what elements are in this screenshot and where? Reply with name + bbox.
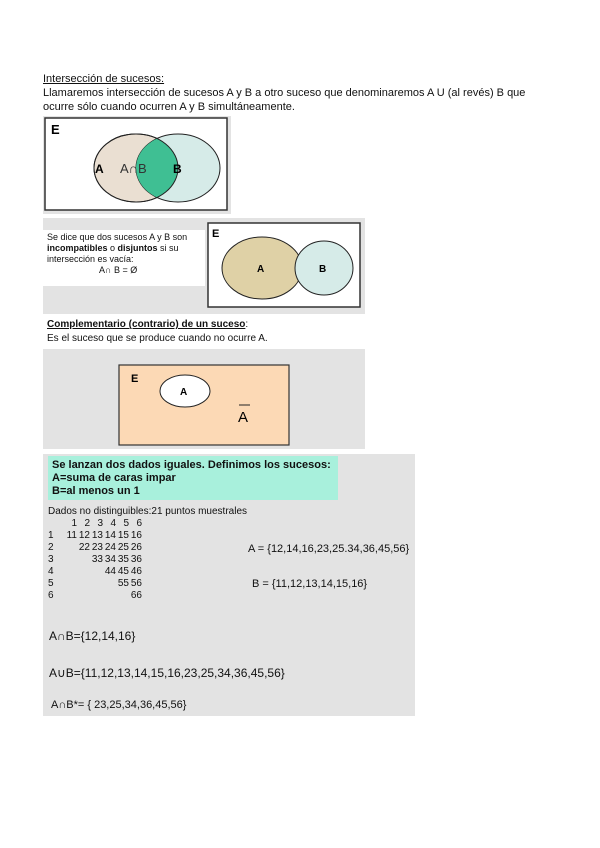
dice-table-corner xyxy=(48,518,64,530)
incompatible-line2 xyxy=(47,243,179,254)
dice-outcome-cell xyxy=(77,578,90,590)
empty-intersection-formula: A∩ B = Ø xyxy=(99,265,138,275)
dice-definition-box xyxy=(48,456,338,500)
complement-heading-text: Complementario (contrario) de un suceso xyxy=(47,319,246,330)
venn3-universe-label: E xyxy=(131,373,139,385)
incompatible-term: incompatibles xyxy=(47,243,108,253)
dice-outcome-cell xyxy=(90,566,103,578)
set-b-formula: B = {11,12,13,14,15,16} xyxy=(252,578,368,590)
incompatible-line3: intersección es vacía: xyxy=(47,254,134,264)
dice-row-header: 5 xyxy=(48,578,54,589)
dice-column-header: 6 xyxy=(136,518,142,529)
sample-space-text: Dados no distinguibles:21 puntos muestrales xyxy=(48,506,248,517)
dice-outcome-cell xyxy=(64,566,77,578)
dice-outcome-cell xyxy=(77,554,90,566)
dice-outcome-cell: 56 xyxy=(130,578,142,589)
table-row xyxy=(48,530,142,542)
table-row xyxy=(48,566,142,578)
venn3-complement-label: A xyxy=(238,409,249,426)
complement-heading xyxy=(47,318,248,331)
dice-outcome-cell: 46 xyxy=(130,566,142,577)
incompatible-connector: o xyxy=(107,243,118,253)
disjoint-term: disjuntos xyxy=(117,243,158,253)
venn-intersection-panel xyxy=(43,116,231,214)
dice-outcome-cell xyxy=(77,566,90,578)
dice-outcome-cell: 14 xyxy=(104,530,116,541)
dice-column-header: 5 xyxy=(123,518,129,529)
complement-text: Es el suceso que se produce cuando no ocurre A. xyxy=(47,333,268,344)
dice-panel xyxy=(43,454,415,716)
dice-outcome-cell: 66 xyxy=(130,590,142,601)
dice-outcome-cell: 16 xyxy=(130,530,142,541)
dice-outcome-cell: 24 xyxy=(104,542,116,553)
dice-outcome-cell xyxy=(103,578,116,590)
venn-complement-diagram xyxy=(118,364,290,446)
dice-column-header: 2 xyxy=(84,518,90,529)
table-row xyxy=(48,554,142,566)
set-a-formula: A = {12,14,16,23,25.34,36,45,56} xyxy=(248,543,410,555)
intersection-line2: ocurre sólo cuando ocurren A y B simultáneamente. xyxy=(43,101,295,113)
intersection-line1: Llamaremos intersección de sucesos A y B a otro suceso que denominaremos A U (al revés) B que xyxy=(43,87,526,99)
venn2-b-label: B xyxy=(319,264,327,275)
incompatible-line2-end: si su xyxy=(157,243,179,253)
dice-outcome-cell: 45 xyxy=(117,566,129,577)
dice-outcome-cell xyxy=(64,578,77,590)
venn-disjoint-diagram xyxy=(207,222,363,310)
dice-column-header: 3 xyxy=(97,518,103,529)
venn1-b-label: B xyxy=(173,162,182,176)
incompatible-text-box xyxy=(43,230,205,286)
venn2-universe-label: E xyxy=(212,228,220,240)
dice-outcome-cell: 12 xyxy=(78,530,90,541)
venn-intersection-diagram xyxy=(43,116,231,214)
dice-outcome-cell: 36 xyxy=(130,554,142,565)
dice-outcome-table xyxy=(48,518,142,602)
dice-definition-line1: Se lanzan dos dados iguales. Definimos los sucesos: xyxy=(52,459,331,471)
dice-row-header: 2 xyxy=(48,542,54,553)
dice-outcome-cell xyxy=(64,590,77,602)
dice-row-header: 6 xyxy=(48,590,54,601)
table-row xyxy=(48,542,142,554)
dice-row-header: 4 xyxy=(48,566,54,577)
dice-outcome-cell xyxy=(77,590,90,602)
dice-outcome-cell: 25 xyxy=(117,542,129,553)
intersection-complement-result: A∩B*= { 23,25,34,36,45,56} xyxy=(51,699,187,711)
venn3-a-label: A xyxy=(180,387,188,398)
dice-outcome-cell xyxy=(90,578,103,590)
venn1-universe-label: E xyxy=(51,122,60,137)
union-result: A∪B={11,12,13,14,15,16,23,25,34,36,45,56} xyxy=(49,666,285,680)
dice-outcome-cell xyxy=(64,554,77,566)
dice-outcome-cell: 55 xyxy=(117,578,129,589)
dice-outcome-cell: 15 xyxy=(117,530,129,541)
incompatible-line1: Se dice que dos sucesos A y B son xyxy=(47,232,188,242)
dice-column-header: 1 xyxy=(71,518,77,529)
dice-outcome-cell: 44 xyxy=(104,566,116,577)
dice-outcome-cell xyxy=(64,542,77,554)
dice-outcome-cell: 23 xyxy=(91,542,103,553)
dice-outcome-cell xyxy=(90,590,103,602)
venn2-a-label: A xyxy=(257,264,265,275)
incompatible-panel xyxy=(43,218,365,314)
dice-table-header xyxy=(48,518,142,530)
venn1-a-label: A xyxy=(95,162,104,176)
table-row xyxy=(48,578,142,590)
dice-outcome-cell: 26 xyxy=(130,542,142,553)
complement-heading-colon: : xyxy=(245,319,249,330)
dice-row-header: 1 xyxy=(48,530,54,541)
intersection-result: A∩B={12,14,16} xyxy=(49,629,136,643)
dice-outcome-cell xyxy=(116,590,129,602)
dice-row-header: 3 xyxy=(48,554,54,565)
event-a-definition: A=suma de caras impar xyxy=(52,472,176,484)
dice-outcome-cell: 34 xyxy=(104,554,116,565)
intersection-heading: Intersección de sucesos: xyxy=(43,73,165,85)
complement-panel xyxy=(43,349,365,449)
dice-outcome-cell: 22 xyxy=(78,542,90,553)
dice-outcome-cell: 11 xyxy=(66,530,77,541)
dice-outcome-cell: 35 xyxy=(117,554,129,565)
dice-outcome-cell: 33 xyxy=(91,554,103,565)
table-row xyxy=(48,590,142,602)
venn1-intersection-label: A∩B xyxy=(120,161,147,176)
event-b-definition: B=al menos un 1 xyxy=(52,485,140,497)
dice-outcome-cell xyxy=(103,590,116,602)
dice-column-header: 4 xyxy=(110,518,116,529)
dice-outcome-cell: 13 xyxy=(91,530,103,541)
